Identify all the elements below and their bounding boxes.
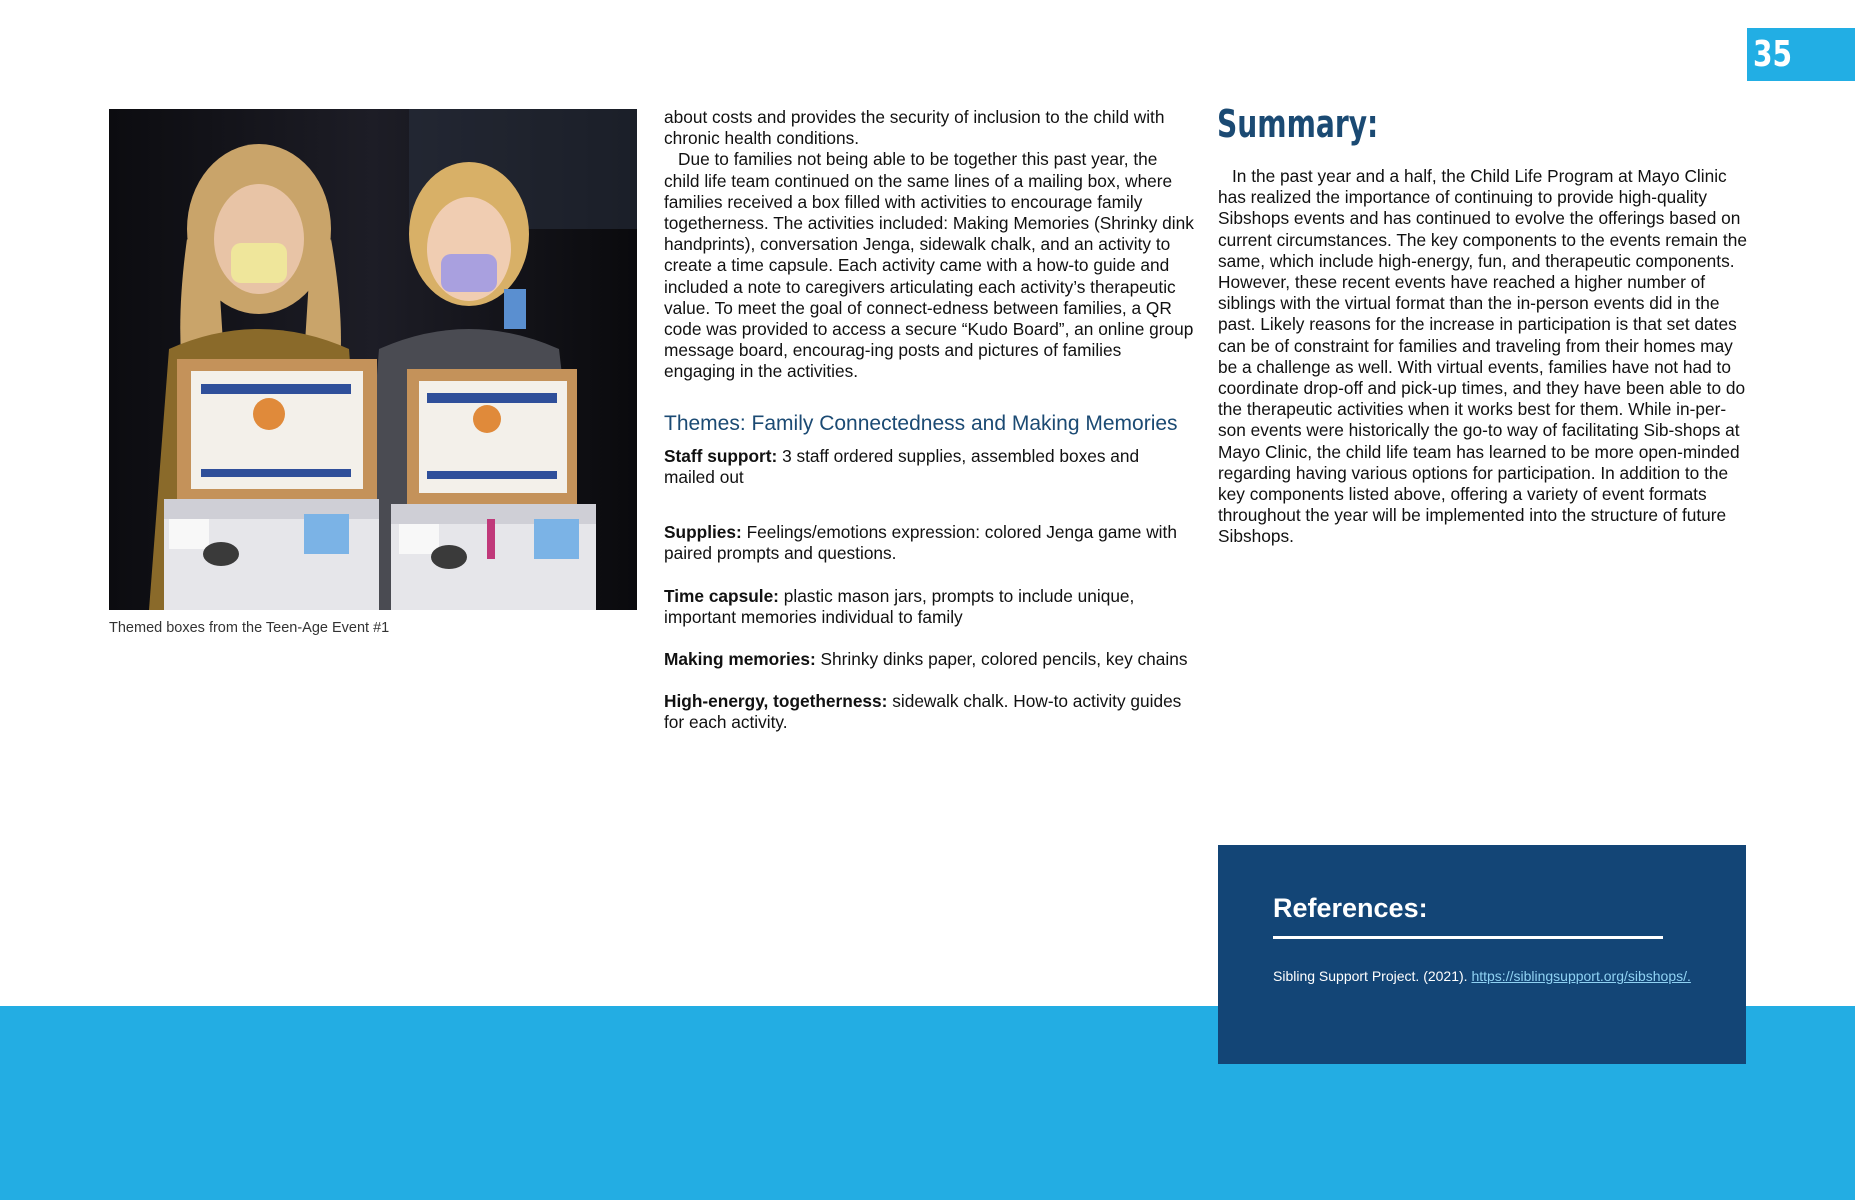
list-item bbox=[664, 586, 1194, 628]
event-photo bbox=[109, 109, 637, 610]
item-label: Staff support: bbox=[664, 445, 778, 466]
item-label: Time capsule: bbox=[664, 585, 779, 606]
item-text: sidewalk chalk. How-to activity guides for each activity. bbox=[664, 691, 1182, 733]
references-box bbox=[1218, 845, 1746, 1064]
intro-paragraph: about costs and provides the security of inclusion to the child with chronic health conditions. bbox=[664, 107, 1165, 149]
page-number-tab bbox=[1747, 28, 1855, 81]
list-item bbox=[664, 446, 1194, 488]
item-label: Supplies: bbox=[664, 522, 742, 543]
references-heading: References: bbox=[1273, 893, 1428, 923]
reference-link[interactable]: https://siblingsupport.org/sibshops/. bbox=[1471, 968, 1691, 984]
themes-heading: Themes: Family Connectedness and Making Memories bbox=[664, 411, 1178, 435]
list-item bbox=[664, 691, 1194, 733]
photo-caption: Themed boxes from the Teen-Age Event #1 bbox=[109, 620, 390, 636]
references-divider bbox=[1273, 936, 1663, 939]
reference-entry bbox=[1273, 966, 1691, 986]
item-text: Shrinky dinks paper, colored pencils, key chains bbox=[815, 649, 1188, 670]
list-item bbox=[664, 649, 1194, 670]
item-text: Feelings/emotions expression: colored Jenga game with paired prompts and questions. bbox=[664, 522, 1177, 564]
item-label: Making memories: bbox=[664, 649, 816, 670]
photo-illustration bbox=[109, 109, 637, 610]
mailing-box-paragraph: Due to families not being able to be together this past year, the child life team continued on the same lines of a mailing box, where families received a box filled with activities to encourage family togetherness. The activities included: Making Memories (Shrinky dink handprints), conversation Jenga, sidewalk chalk, and an activity to create a time capsule. Each activity came with a how-to guide and included a note to caregivers articulating each activity’s therapeutic value. To meet the goal of connect-edness between families, a QR code was provided to access a secure “Kudo Board”, an online group message board, encourag-ing posts and pictures of families engaging in the activities. bbox=[664, 149, 1194, 382]
body-column bbox=[664, 107, 1194, 755]
item-label: High-energy, togetherness: bbox=[664, 691, 888, 712]
list-item bbox=[664, 522, 1194, 564]
reference-citation: Sibling Support Project. (2021). bbox=[1273, 968, 1472, 984]
item-text: plastic mason jars, prompts to include unique, important memories individual to family bbox=[664, 585, 1135, 627]
item-text: 3 staff ordered supplies, assembled boxes and mailed out bbox=[664, 445, 1140, 488]
summary-heading: Summary: bbox=[1217, 102, 1379, 146]
summary-paragraph: In the past year and a half, the Child Life Program at Mayo Clinic has realized the importance of continuing to provide high-quality Sibshops events and has continued to evolve the offerings based on current circumstances. The key components to the events remain the same, which include high-energy, fun, and therapeutic components. However, these recent events have reached a higher number of siblings with the virtual format than the in-person events did in the past. Likely reasons for the increase in participation is that set dates can be of constraint for families and traveling from their homes may be a challenge as well. With virtual events, families have not had to coordinate drop-off and pick-up times, and they have been able to do the therapeutic activities when it works best for them. While in-per-son events were historically the go-to way of facilitating Sib-shops at Mayo Clinic, the child life team has learned to be more open-minded regarding having various options for participation. In addition to the key components listed above, offering a variety of event formats throughout the year will be implemented into the structure of future Sibshops. bbox=[1218, 166, 1747, 547]
page-number: 35 bbox=[1753, 34, 1793, 75]
